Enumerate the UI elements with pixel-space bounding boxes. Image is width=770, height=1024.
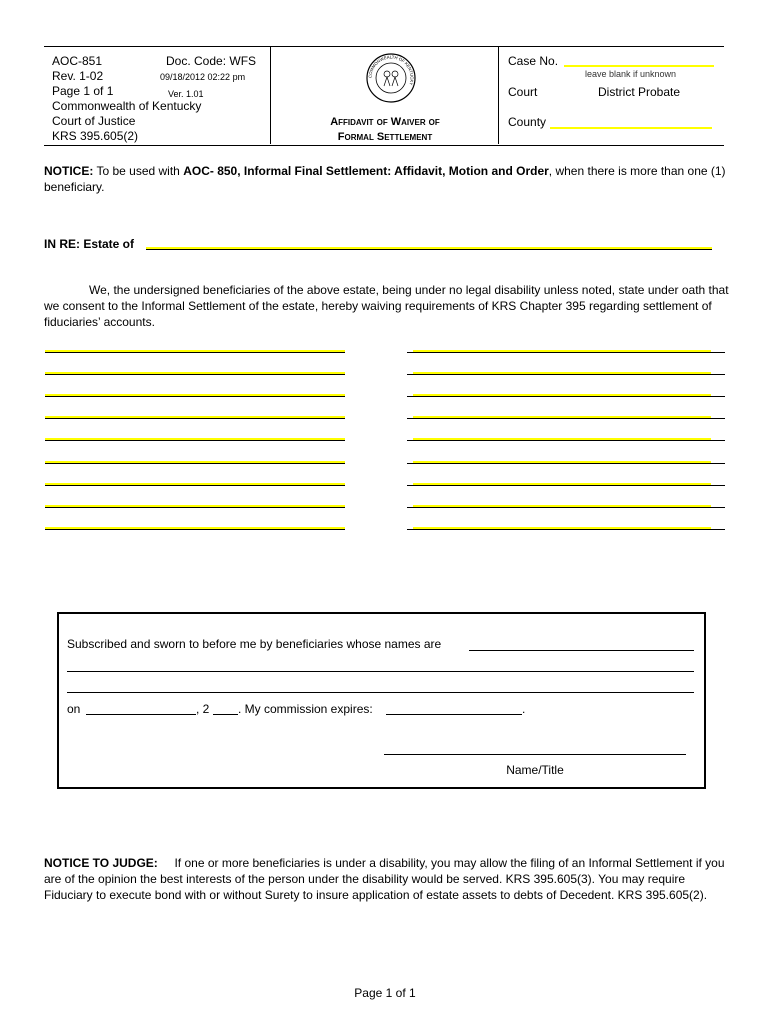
estate-name-highlight (146, 247, 712, 249)
court-value: District Probate (598, 85, 681, 99)
case-no-label: Case No. (508, 54, 559, 68)
beneficiary-names-field-3[interactable] (67, 692, 694, 693)
form-id: AOC-851 (52, 54, 103, 68)
sworn-date-field[interactable] (86, 714, 196, 715)
kentucky-seal-icon (365, 52, 417, 104)
signature-line-left[interactable] (45, 374, 345, 375)
on-label: on (67, 702, 81, 716)
form-title-line2: Formal Settlement (337, 131, 433, 143)
notice-reference: AOC- 850, Informal Final Settlement: Affidavit, Motion and Order (183, 164, 549, 178)
svg-text:COMMONWEALTH OF KENTUCKY (367, 54, 414, 86)
court-label: Court (508, 85, 538, 99)
doc-code: Doc. Code: WFS (166, 54, 257, 68)
form-version: Ver. 1.01 (168, 89, 204, 99)
signature-line-left[interactable] (45, 507, 345, 508)
signature-line-right[interactable] (407, 529, 725, 530)
signature-line-right[interactable] (407, 485, 725, 486)
signature-line-right[interactable] (407, 507, 725, 508)
notice-text: To be used with (96, 164, 180, 178)
year-prefix: , 2 (196, 702, 210, 716)
commission-expires-field[interactable] (386, 714, 522, 715)
county-highlight (550, 127, 712, 129)
court-of-justice-label: Court of Justice (52, 114, 136, 128)
seal-text: COMMONWEALTH OF KENTUCKY (367, 54, 415, 86)
signature-line-right[interactable] (407, 374, 725, 375)
estate-name-field[interactable] (146, 249, 712, 250)
sworn-year-field[interactable] (213, 714, 238, 715)
commonwealth-label: Commonwealth of Kentucky (52, 99, 202, 113)
judge-notice-text: If one or more beneficiaries is under a disability, you may allow the filing of an Informal Settlement if you are of the opinion the best interests of the person under the disability would be served. KRS 395.605(3). You may require Fiduciary to execute bond with or without Surety to insure application of estate assets to debts of Decedent. KRS 395.605(2). (44, 856, 725, 902)
signature-line-right[interactable] (407, 418, 725, 419)
signature-line-right[interactable] (407, 396, 725, 397)
signature-line-left[interactable] (45, 485, 345, 486)
name-title-label: Name/Title (506, 763, 564, 777)
signature-line-left[interactable] (45, 396, 345, 397)
subscribed-text: Subscribed and sworn to before me by beneficiaries whose names are (67, 637, 442, 651)
notice (44, 163, 730, 195)
header-divider (270, 46, 271, 144)
case-no-hint: leave blank if unknown (585, 69, 677, 79)
header-divider (498, 46, 499, 144)
notice-text-end: , when there is more than one (1) beneficiary. (44, 164, 726, 194)
case-no-highlight (564, 65, 714, 67)
notice-label: NOTICE: (44, 164, 94, 178)
signature-line-right[interactable] (407, 463, 725, 464)
beneficiary-names-field-2[interactable] (67, 671, 694, 672)
signature-line-left[interactable] (45, 529, 345, 530)
in-re-label: IN RE: Estate of (44, 237, 135, 251)
signature-line-left[interactable] (45, 352, 345, 353)
judge-notice (44, 855, 734, 903)
form-rev: Rev. 1-02 (52, 69, 104, 83)
form-title-line1: Affidavit of Waiver of (330, 116, 440, 128)
signature-line-left[interactable] (45, 418, 345, 419)
commission-label: . My commission expires: (238, 702, 373, 716)
beneficiary-names-field[interactable] (469, 650, 694, 651)
signature-line-right[interactable] (407, 440, 725, 441)
form-page: Page 1 of 1 (52, 84, 114, 98)
krs-reference: KRS 395.605(2) (52, 129, 139, 143)
form-date: 09/18/2012 02:22 pm (160, 72, 246, 82)
notary-signature-field[interactable] (384, 754, 686, 755)
signature-line-left[interactable] (45, 440, 345, 441)
signature-line-right[interactable] (407, 352, 725, 353)
judge-notice-label: NOTICE TO JUDGE: (44, 856, 158, 870)
signature-line-left[interactable] (45, 463, 345, 464)
county-label: County (508, 115, 547, 129)
statement: We, the undersigned beneficiaries of the above estate, being under no legal disability unless noted, state under oath that we consent to the Informal Settlement of the estate, hereby waiving requirements of KRS Chapter 395 regarding settlement of fiduciaries’ accounts. (44, 283, 729, 329)
page-footer: Page 1 of 1 (354, 986, 416, 1000)
form-title (300, 115, 470, 145)
